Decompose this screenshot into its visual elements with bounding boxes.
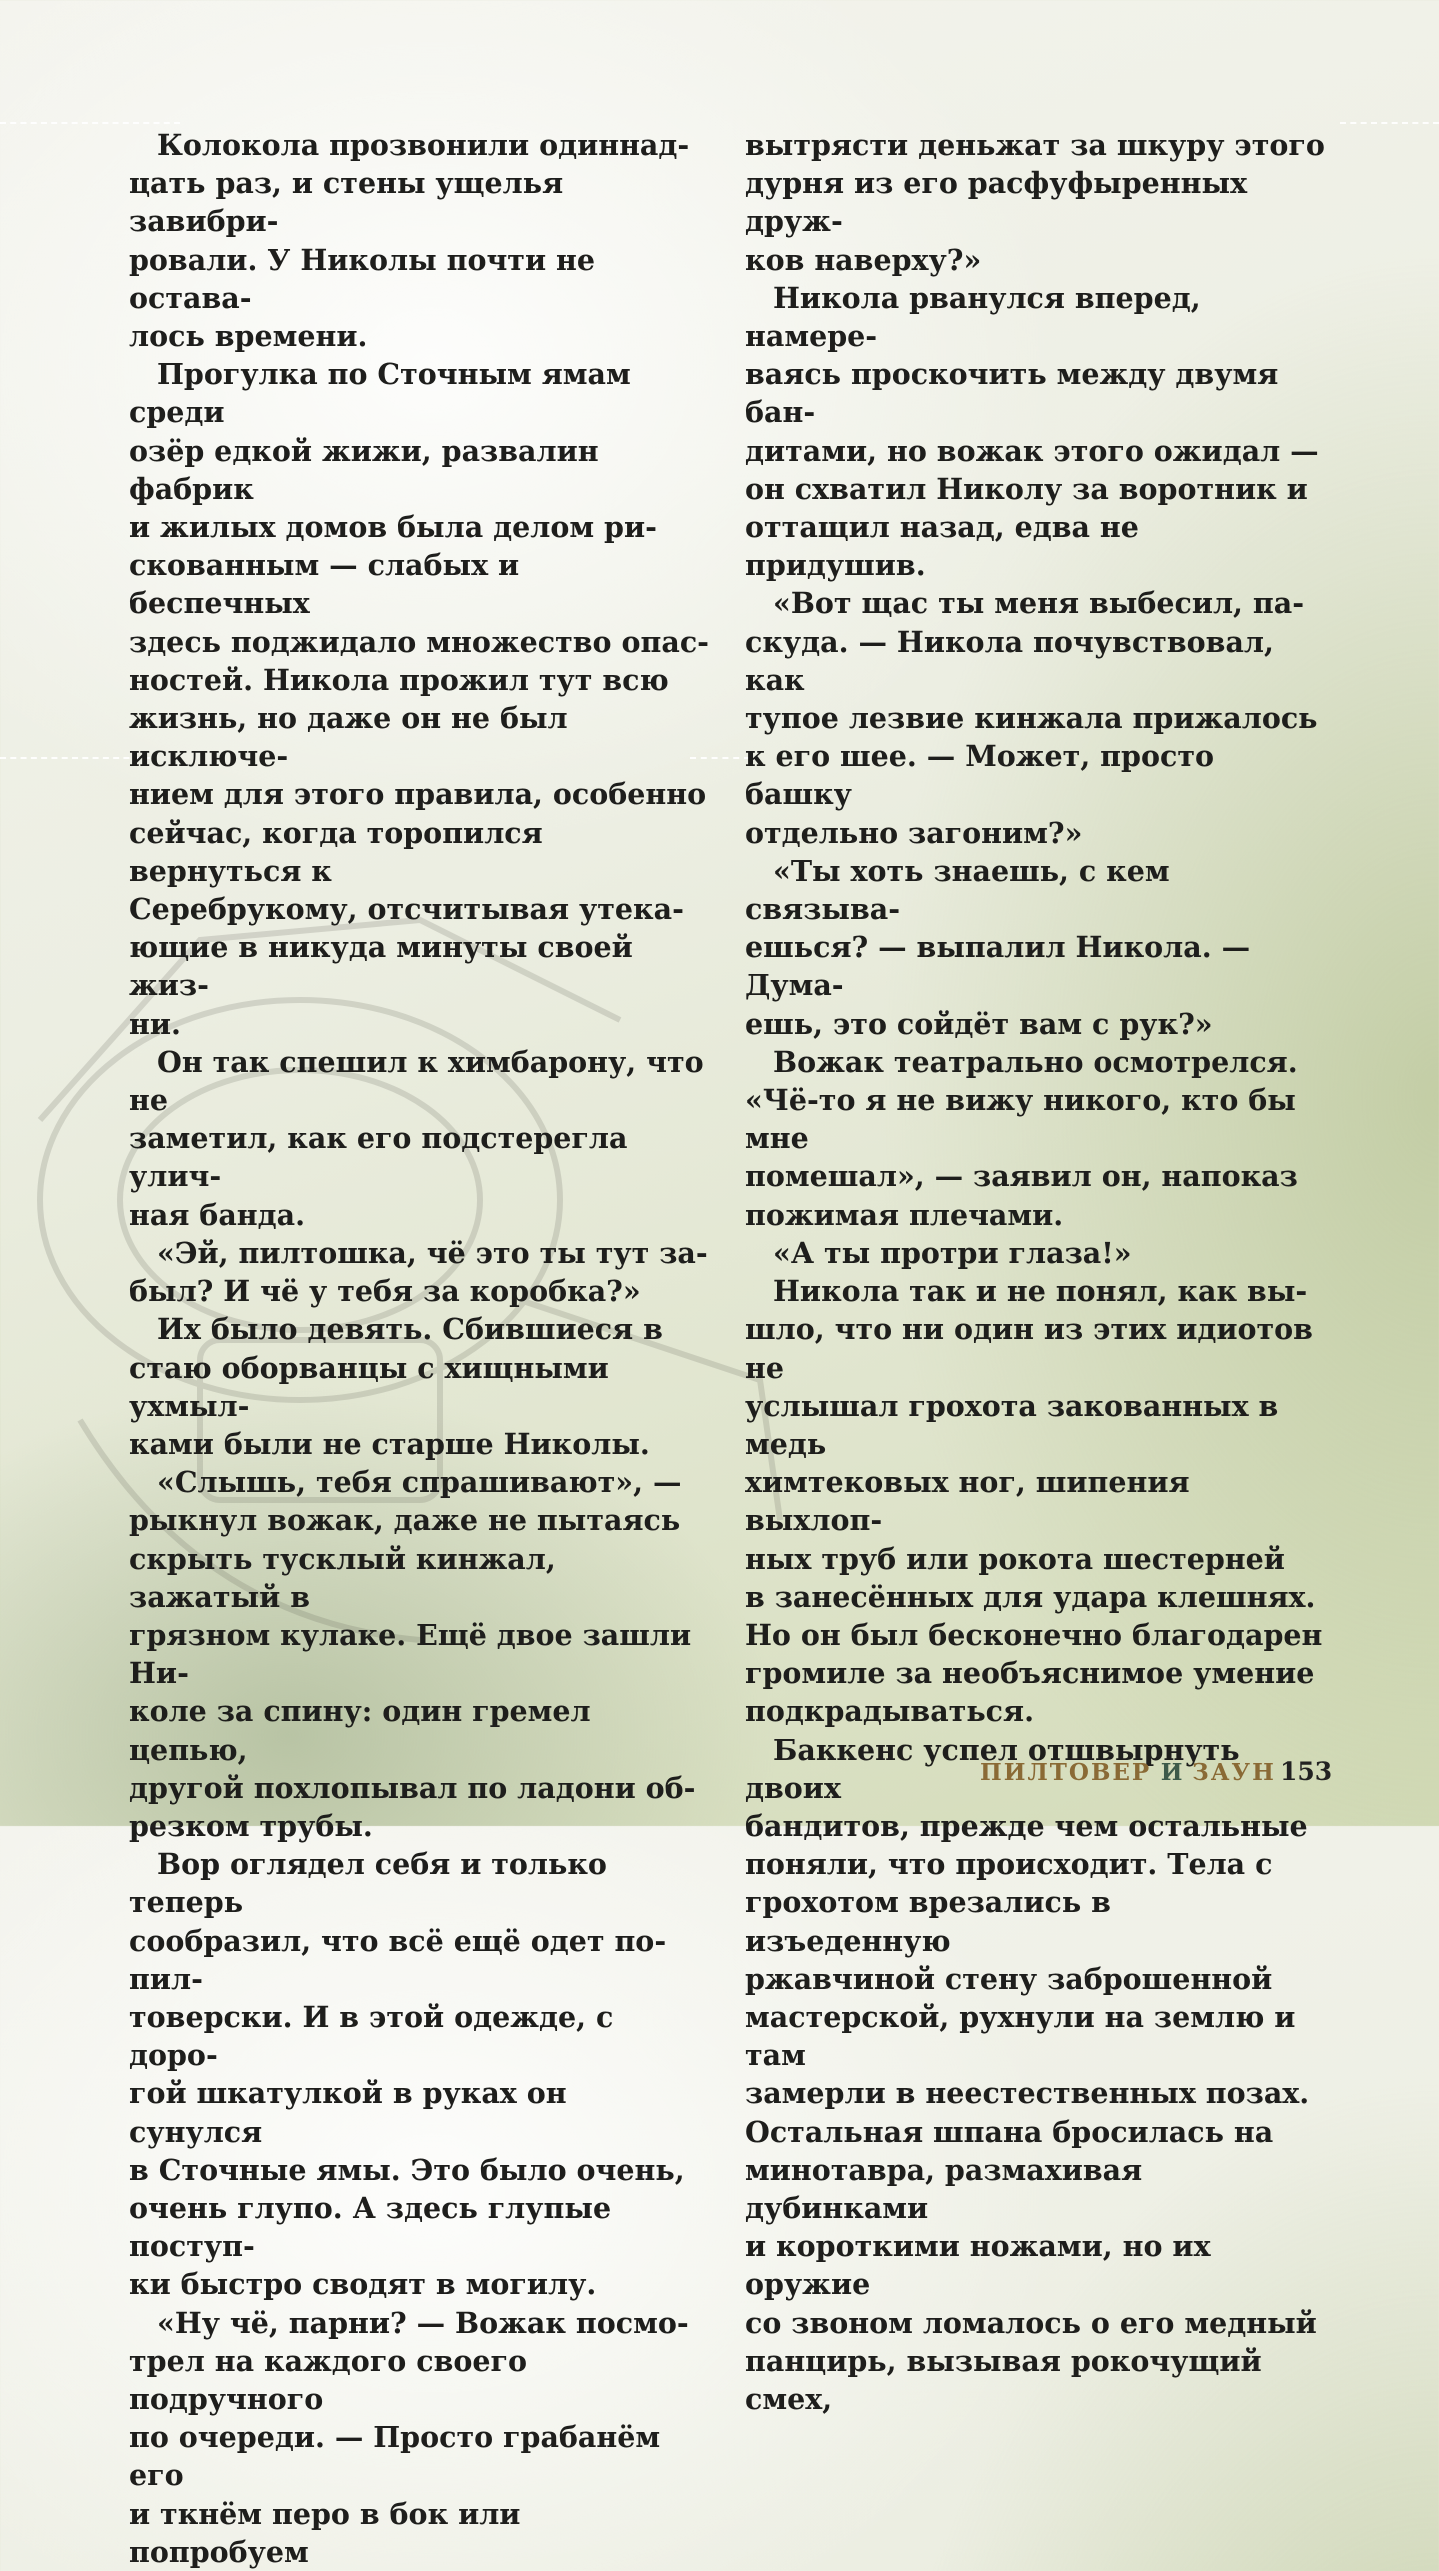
paragraph: «Ты хоть знаешь, с кем связыва- ешься? — выпалил Никола. — Дума- ешь, это сойдёт вам с рук?»: [745, 853, 1251, 1041]
section-title-part1: ПИЛТОВЕР: [980, 1759, 1152, 1786]
paragraph: Он так спешил к химбарону, что не заметил, как его подстерегла улич- ная банда.: [129, 1044, 704, 1232]
paragraph: Их было девять. Сбившиеся в стаю оборванцы с хищными ухмыл- ками были не старше Николы.: [129, 1312, 663, 1461]
paragraph: «А ты протри глаза!»: [773, 1235, 1132, 1270]
paragraph: Никола так и не понял, как вы- шло, что ни один из этих идиотов не услышал грохота закованных в медь химтековых ног, шипения выхлоп- ных труб или рокота шестерней в занесённых для удара клешнях. Но он был бесконечно благодарен громиле за необъяснимое умение подкрадываться.: [745, 1274, 1323, 1729]
decorative-dashed-line: [0, 757, 150, 759]
right-text-column: [745, 126, 1325, 2418]
page-number: 153: [1280, 1757, 1333, 1786]
paragraph: вытрясти деньжат за шкуру этого дурня из его расфуфыренных друж- ков наверху?»: [745, 128, 1325, 277]
paragraph: Прогулка по Сточным ямам среди озёр едкой жижи, развалин фабрик и жилых домов была делом ри- скованным — слабых и беспечных здесь поджидало множество опас- ностей. Никола прожил тут всю жизнь, но даже он не был исключе- нием для этого правила, особенно сейчас, когда торопился вернуться к Серебрукому, отсчитывая утека- ющие в никуда минуты своей жиз- ни.: [129, 357, 710, 1041]
paragraph: «Ну чё, парни? — Вожак посмо- трел на каждого своего подручного по очереди. — Просто грабанём его и ткнём перо в бок или попробуем: [129, 2305, 689, 2569]
paragraph: Колокола прозвонили одиннад- цать раз, и стены ущелья завибри- ровали. У Николы почти не остава- лось времени.: [129, 128, 690, 354]
section-title-part2: ЗАУН: [1192, 1759, 1276, 1786]
paragraph: «Слышь, тебя спрашивают», — рыкнул вожак, даже не пытаясь скрыть тусклый кинжал, зажатый в грязном кулаке. Ещё двое зашли Ни- коле за спину: один гремел цепью, другой похлопывал по ладони об- резком трубы.: [129, 1465, 696, 1843]
paragraph: Баккенс успел отшвырнуть двоих бандитов, прежде чем остальные поняли, что происходит. Тела с грохотом врезались в изъеденную ржавчиной стену заброшенной мастерской, рухнули на землю и там замерли в неестественных позах. Остальная шпана бросилась на минотавра, размахивая дубинками и короткими ножами, но их оружие со звоном ломалось о его медный панцирь, вызывая рокочущий смех,: [745, 1732, 1317, 2416]
paragraph: Никола рванулся вперед, намере- ваясь проскочить между двумя бан- дитами, но вожак этого ожидал — он схватил Николу за воротник и оттащил назад, едва не придушив.: [745, 280, 1319, 583]
decorative-dashed-line: [1340, 122, 1439, 124]
decorative-dashed-line: [0, 122, 180, 124]
left-text-column: [129, 126, 709, 2571]
paragraph: Вор оглядел себя и только теперь сообразил, что всё ещё одет по-пил- товерски. И в этой одежде, с доро- гой шкатулкой в руках он сунулся в Сточные ямы. Это было очень, очень глупо. А здесь глупые поступ- ки быстро сводят в могилу.: [129, 1847, 685, 2302]
paragraph: «Эй, пилтошка, чё это ты тут за- был? И чё у тебя за коробка?»: [129, 1235, 708, 1309]
paragraph: «Вот щас ты меня выбесил, па- скуда. — Никола почувствовал, как тупое лезвие кинжала прижалось к его шее. — Может, просто башку отдельно загоним?»: [745, 586, 1318, 850]
paragraph: Вожак театрально осмотрелся. «Чё-то я не вижу никого, кто бы мне помешал», — заявил он, напоказ пожимая плечами.: [745, 1044, 1298, 1232]
section-title-separator: И: [1160, 1759, 1183, 1786]
page-footer: [980, 1757, 1333, 1786]
